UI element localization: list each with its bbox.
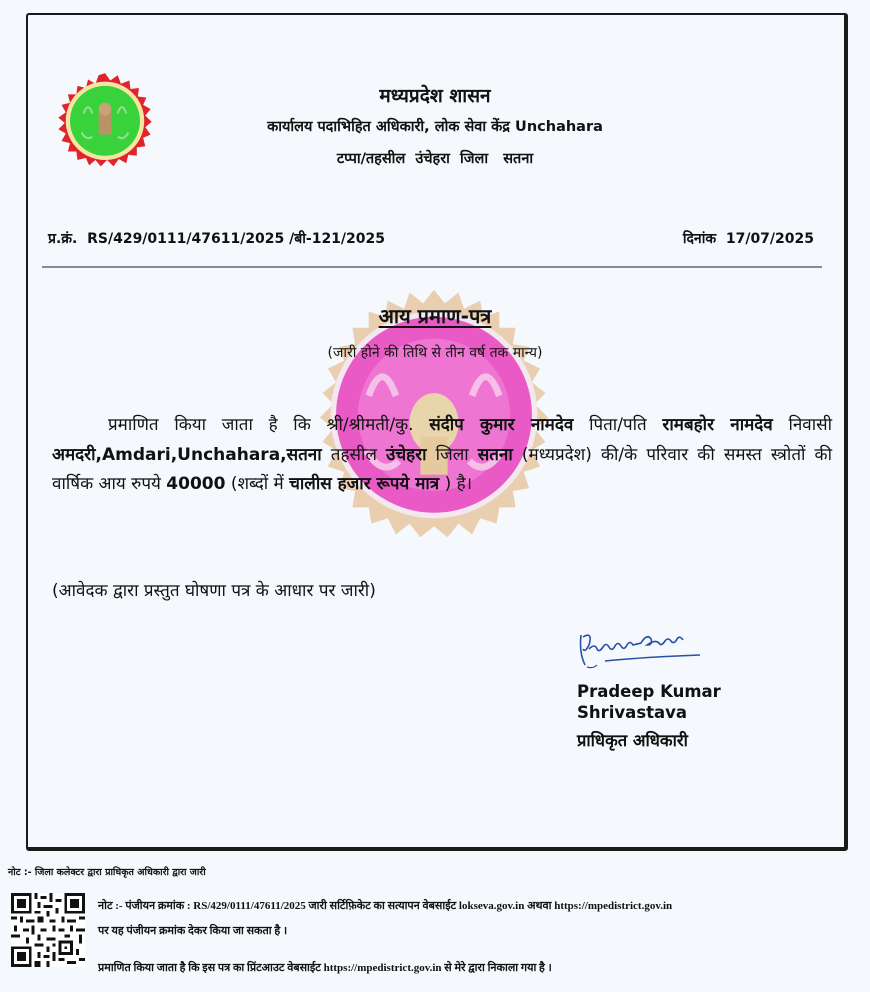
address: अमदरी,Amdari,Unchahara,सतना xyxy=(52,444,322,465)
verification-note-cont: पर यह पंजीयन क्रमांक देकर किया जा सकता है । xyxy=(98,925,288,937)
validity-note: (जारी होने की तिथि से तीन वर्ष तक मान्य) xyxy=(327,345,543,361)
income-in-words: चालीस हजार रूपये मात्र xyxy=(289,474,440,494)
printout-note: प्रमाणित किया जाता है कि इस पत्र का प्रिंटआउट वेबसाईट https://mpedistrict.gov.in से मेरे द्वारा निकाला गया है । xyxy=(98,962,552,974)
reference-number xyxy=(48,229,385,248)
declaration-note: (आवेदक द्वारा प्रस्तुत घोषणा पत्र के आधार पर जारी) xyxy=(52,581,376,601)
signatory-designation: प्राधिकृत अधिकारी xyxy=(577,731,688,750)
reference-label: प्र.क्रं. xyxy=(48,231,78,247)
signatory-name: Pradeep Kumar Shrivastava xyxy=(577,682,721,722)
applicant-name: संदीप कुमार नामदेव xyxy=(429,415,574,435)
signature-icon xyxy=(575,627,715,673)
qr-code-icon[interactable] xyxy=(11,893,85,967)
father-name: रामबहोर नामदेव xyxy=(662,415,773,435)
issue-date xyxy=(683,229,814,248)
verification-note: नोट :- पंजीयन क्रमांक : RS/429/0111/47611/2025 जारी सर्टिफ़िकेट का सत्यापन वेबसाईट lokseva.gov.in अथवा https://mpedistrict.gov.in xyxy=(98,900,673,912)
date-label: दिनांक xyxy=(682,231,717,247)
government-title: मध्यप्रदेश शासन xyxy=(379,85,491,107)
office-location: टप्पा/तहसील उंचेहरा जिला सतना xyxy=(336,151,534,167)
date-value: 17/07/2025 xyxy=(725,231,814,247)
office-name: कार्यालय पदाभिहित अधिकारी, लोक सेवा केंद्र Unchahara xyxy=(267,119,603,135)
certificate-title: आय प्रमाण-पत्र xyxy=(378,304,492,328)
certificate-body: प्रमाणित किया जाता है कि श्री/श्रीमती/कु. संदीप कुमार नामदेव पिता/पति रामबहोर नामदेव निवासी अमदरी,Amdari,Unchahara,सतना तहसील उंचेहरा जिला सतना (मध्यप्रदेश) की/के परिवार की समस्त स्त्रोतों की वार्षिक आय रुपये 40000 (शब्दों में चालीस हजार रूपये मात्र ) है। xyxy=(52,415,833,494)
mp-emblem-logo-icon xyxy=(52,71,158,177)
reference-value: RS/429/0111/47611/2025 /बी-121/2025 xyxy=(87,231,386,247)
tehsil: उंचेहरा xyxy=(386,444,427,465)
divider xyxy=(42,266,822,268)
annual-income: 40000 xyxy=(166,474,226,494)
district: सतना xyxy=(477,444,513,465)
collector-note: नोट :- जिला कलेक्टर द्वारा प्राधिकृत अधिकारी द्वारा जारी xyxy=(8,867,206,878)
